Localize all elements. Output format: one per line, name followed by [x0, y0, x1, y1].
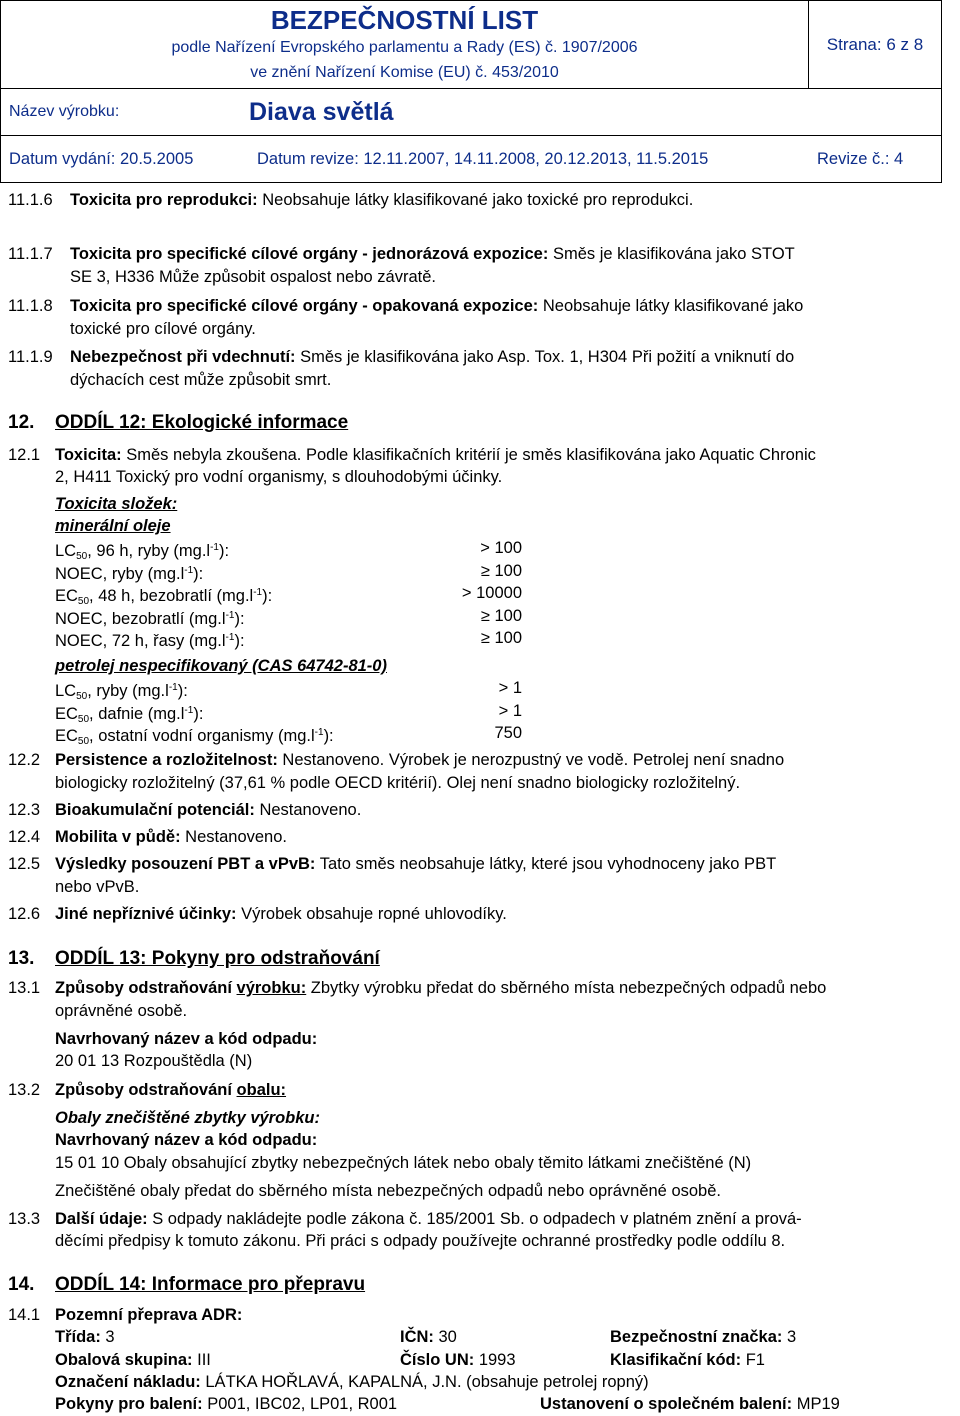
item-text-cont: biologicky rozložitelný (37,61 % podle OECD kritérií). Olej není snadno biologicky rozložitelný. — [55, 774, 741, 792]
title-cell — [1, 1, 809, 88]
waste-code-label: Navrhovaný název a kód odpadu: — [55, 1131, 318, 1149]
adr-mixed-packing — [540, 1393, 840, 1415]
revision-dates: Datum revize: 12.11.2007, 14.11.2008, 20.12.2013, 11.5.2015 — [257, 149, 709, 168]
dates-row — [1, 136, 941, 182]
item-heading: Toxicita: — [55, 446, 122, 464]
waste-code-label: Navrhovaný název a kód odpadu: — [55, 1030, 318, 1048]
issue-date: Datum vydání: 20.5.2005 — [9, 149, 194, 168]
product-name: Diava světlá — [249, 97, 394, 126]
field-label: Obalová skupina: — [55, 1351, 193, 1369]
item-heading: Způsoby odstraňování — [55, 979, 237, 997]
toxicity-row-label: $EC_{50}$, dafnie $(mg.l^{-1})$: — [55, 704, 204, 725]
item-text: Neobsahuje látky klasifikované jako — [538, 297, 804, 315]
item-number: 12.2 — [8, 751, 41, 769]
toxicity-row-value: 750 — [494, 724, 522, 742]
item-11-1-7 — [70, 243, 795, 265]
adr-classification-code — [610, 1349, 765, 1371]
item-heading: Mobilita v půdě: — [55, 828, 181, 846]
field-label: Pokyny pro balení: — [55, 1395, 203, 1413]
adr-cargo — [55, 1371, 649, 1393]
item-number: 13.1 — [8, 979, 41, 997]
item-text: Nestanoveno. Výrobek je nerozpustný ve vodě. Petrolej není snadno — [277, 751, 785, 769]
item-heading: Další údaje: — [55, 1210, 148, 1228]
item-text-cont: děcími předpisy k tomuto zákonu. Při práci s odpady používejte ochranné prostředky podle oddílu 8. — [55, 1232, 786, 1250]
item-13-1 — [55, 977, 826, 999]
petroleum-title: petrolej nespecifikovaný (CAS 64742-81-0) — [55, 657, 387, 675]
item-number: 11.1.6 — [8, 191, 53, 209]
section-12-title: ODDÍL 12: Ekologické informace — [55, 412, 349, 433]
item-number: 13.3 — [8, 1210, 41, 1228]
item-text: Výrobek obsahuje ropné uhlovodíky. — [236, 905, 507, 923]
section-13-title: ODDÍL 13: Pokyny pro odstraňování — [55, 948, 380, 969]
item-text-cont: oprávněné osobě. — [55, 1002, 188, 1020]
field-label: Označení nákladu: — [55, 1373, 201, 1391]
product-label: Název výrobku: — [9, 103, 120, 120]
waste-code: 20 01 13 Rozpouštědla (N) — [55, 1052, 253, 1070]
field-value: F1 — [741, 1351, 765, 1369]
toxicity-row-label: $LC_{50}$, 96 h, ryby $(mg.l^{-1})$: — [55, 542, 230, 562]
item-heading-underlined: obalu: — [236, 1081, 287, 1099]
item-number: 12.5 — [8, 855, 41, 873]
toxicity-row-value: > 10000 — [461, 584, 522, 602]
field-value: P001, IBC02, LP01, R001 — [202, 1395, 398, 1413]
toxicity-row-value: ≥ 100 — [480, 629, 522, 647]
regulation-line-2: ve znění Nařízení Komise (EU) č. 453/2010 — [250, 64, 559, 81]
item-13-2 — [55, 1079, 286, 1101]
item-text: Směs je klasifikována jako STOT — [548, 245, 795, 263]
toxicity-row-label: NOEC, ryby $(mg.l^{-1})$: — [55, 564, 204, 583]
adr-heading: Pozemní přeprava ADR: — [55, 1306, 243, 1324]
item-text-cont: nebo vPvB. — [55, 878, 140, 896]
item-number: 11.1.7 — [8, 245, 53, 263]
field-value: 30 — [433, 1328, 457, 1346]
field-label: Ustanovení o společném balení: — [540, 1395, 793, 1413]
item-text: Zbytky výrobku předat do sběrného místa nebezpečných odpadů nebo — [306, 979, 827, 997]
toxicity-row-value: ≥ 100 — [480, 561, 522, 580]
item-text: Směs je klasifikována jako Asp. Tox. 1, H304 Při požití a vniknutí do — [295, 348, 795, 366]
item-number: 11.1.8 — [8, 297, 53, 315]
mineral-oils-title: minerální oleje — [55, 517, 171, 535]
item-text: Neobsahuje látky klasifikované jako toxické pro reprodukci. — [257, 191, 694, 209]
item-11-1-8 — [70, 295, 803, 317]
item-12-6 — [55, 903, 507, 925]
section-number: 13. — [8, 948, 35, 969]
section-number: 14. — [8, 1274, 35, 1295]
item-11-1-9 — [70, 346, 794, 368]
toxicity-row-value: ≥ 100 — [480, 606, 522, 625]
item-number: 11.1.9 — [8, 348, 53, 366]
item-heading: Persistence a rozložitelnost: — [55, 751, 278, 769]
field-value: MP19 — [792, 1395, 840, 1413]
revision-number: Revize č.: 4 — [817, 149, 904, 168]
item-heading: Toxicita pro specifické cílové orgány - jednorázová expozice: — [70, 245, 549, 263]
adr-safety-sign — [610, 1326, 796, 1348]
item-heading-underlined: výrobku: — [236, 979, 307, 997]
item-number: 14.1 — [8, 1306, 41, 1324]
item-text: Nestanoveno. — [180, 828, 287, 846]
field-value: LÁTKA HOŘLAVÁ, KAPALNÁ, J.N. (obsahuje petrolej ropný) — [200, 1373, 649, 1391]
toxicity-row-label: NOEC, 72 h, řasy $(mg.l^{-1})$: — [55, 632, 245, 650]
adr-un-number — [400, 1349, 516, 1371]
components-title: Toxicita složek: — [55, 495, 178, 513]
item-number: 12.4 — [8, 828, 41, 846]
item-heading: Toxicita pro reprodukci: — [70, 191, 258, 209]
field-label: Třída: — [55, 1328, 101, 1346]
item-12-1 — [55, 444, 816, 466]
item-heading: Toxicita pro specifické cílové orgány - opakovaná expozice: — [70, 297, 539, 315]
field-label: Klasifikační kód: — [610, 1351, 742, 1369]
item-heading: Výsledky posouzení PBT a vPvB: — [55, 855, 316, 873]
item-text: Nestanoveno. — [254, 801, 362, 819]
item-text: S odpady nakládejte podle zákona č. 185/2001 Sb. o odpadech v platném znění a prová- — [147, 1210, 802, 1228]
section-14-title: ODDÍL 14: Informace pro přepravu — [55, 1274, 366, 1295]
adr-packing-instructions — [55, 1393, 397, 1415]
item-heading: Jiné nepříznivé účinky: — [55, 905, 237, 923]
field-value: 3 — [782, 1328, 797, 1346]
packaging-subtitle: Obaly znečištěné zbytky výrobku: — [55, 1109, 321, 1127]
toxicity-row-label: NOEC, bezobratlí $(mg.l^{-1})$: — [55, 609, 245, 628]
item-heading: Nebezpečnost při vdechnutí: — [70, 348, 296, 366]
field-value: 3 — [100, 1328, 115, 1346]
packaging-note: Znečištěné obaly předat do sběrného místa nebezpečných odpadů nebo oprávněné osobě. — [55, 1182, 721, 1200]
adr-icn — [400, 1326, 457, 1348]
item-text-cont: SE 3, H336 Může způsobit ospalost nebo závratě. — [70, 268, 436, 286]
field-label: IČN: — [400, 1328, 434, 1346]
toxicity-row-value: > 1 — [498, 679, 522, 697]
toxicity-row-value: > 100 — [480, 539, 522, 557]
item-number: 12.1 — [8, 446, 41, 464]
header-title-row — [1, 1, 941, 89]
item-heading: Způsoby odstraňování — [55, 1081, 237, 1099]
item-text: Směs nebyla zkoušena. Podle klasifikačních kritérií je směs klasifikována jako Aquatic Chronic — [121, 446, 816, 464]
waste-code: 15 01 10 Obaly obsahující zbytky nebezpečných látek nebo obaly těmito látkami znečištěné (N) — [55, 1154, 752, 1172]
field-label: Bezpečnostní značka: — [610, 1328, 783, 1346]
page-indicator: Strana: 6 z 8 — [826, 34, 924, 54]
item-number: 12.6 — [8, 905, 41, 923]
item-text: Tato směs neobsahuje látky, které jsou vyhodnoceny jako PBT — [315, 855, 777, 873]
item-heading: Bioakumulační potenciál: — [55, 801, 255, 819]
item-number: 13.2 — [8, 1081, 41, 1099]
field-value: III — [192, 1351, 211, 1369]
item-13-3 — [55, 1208, 802, 1230]
item-12-5 — [55, 853, 776, 875]
toxicity-row-value: > 1 — [498, 701, 522, 720]
item-number: 12.3 — [8, 801, 41, 819]
toxicity-row-label: $LC_{50}$, ryby $(mg.l^{-1})$: — [55, 682, 188, 702]
product-row — [1, 89, 941, 136]
toxicity-row-label: $EC_{50}$, 48 h, bezobratlí $(mg.l^{-1})$: — [55, 587, 273, 607]
field-label: Číslo UN: — [400, 1351, 475, 1369]
item-12-3 — [55, 799, 361, 821]
field-value: 1993 — [474, 1351, 516, 1369]
adr-packing-group — [55, 1349, 211, 1371]
item-text-cont: 2, H411 Toxický pro vodní organismy, s dlouhodobými účinky. — [55, 468, 503, 486]
item-text-cont: dýchacích cest může způsobit smrt. — [70, 371, 332, 389]
regulation-line-1: podle Nařízení Evropského parlamentu a Rady (ES) č. 1907/2006 — [171, 39, 638, 56]
document-title: BEZPEČNOSTNÍ LIST — [270, 5, 539, 35]
item-text-cont: toxické pro cílové orgány. — [70, 320, 256, 338]
item-11-1-6 — [70, 189, 693, 211]
section-number: 12. — [8, 412, 35, 433]
toxicity-row-label: $EC_{50}$, ostatní vodní organismy $(mg.l^{-1})$: — [55, 727, 334, 747]
item-12-4 — [55, 826, 287, 848]
adr-class — [55, 1326, 115, 1348]
item-12-2 — [55, 749, 784, 771]
document-header — [0, 0, 942, 183]
